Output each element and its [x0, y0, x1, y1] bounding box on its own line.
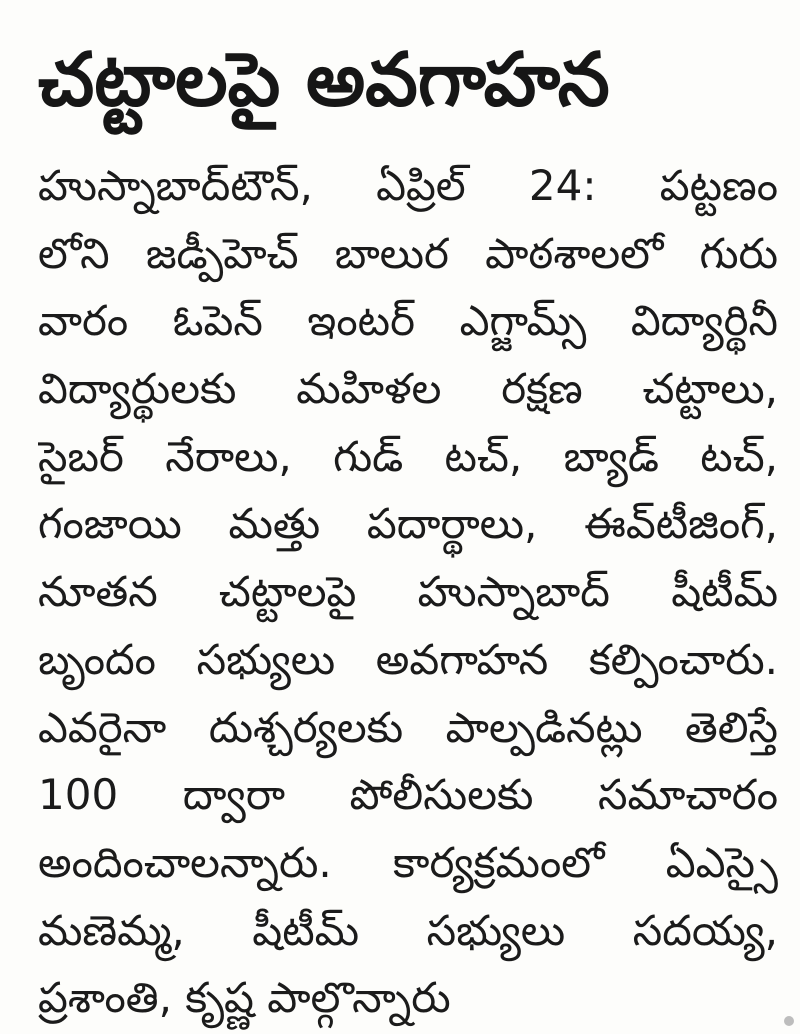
article-line: మణెమ్మ, షీటీమ్‌ సభ్యులు సదయ్య, — [38, 905, 778, 955]
article-line: అందించాలన్నారు. కార్యక్రమంలో ఏఎస్సై — [38, 837, 778, 887]
article-line: వారం ఓపెన్‌ ఇంటర్‌ ఎగ్జామ్స్‌ విద్యార్థినీ — [38, 296, 778, 346]
article-line: విద్యార్థులకు మహిళల రక్షణ చట్టాలు, — [38, 364, 778, 414]
article-line: గంజాయి మత్తు పదార్థాలు, ఈవ్‌టీజింగ్‌, — [38, 499, 778, 549]
article-line: నూతన చట్టాలపై హుస్నాబాద్‌ షీటీమ్‌ — [38, 567, 778, 617]
article-line: ప్రశాంతి, కృష్ణ పాల్గొన్నారు — [38, 973, 451, 1023]
article-body — [38, 152, 778, 1032]
article-line: హుస్నాబాద్‌టౌన్‌, ఏప్రిల్‌ 24: పట్టణం — [38, 161, 778, 210]
article-headline: చట్టాలపై అవగాహన — [38, 37, 610, 123]
article-line: 100 ద్వారా పోలీసులకు సమాచారం — [38, 770, 778, 820]
article-line: ఎవరైనా దుశ్చర్యలకు పాల్పడినట్లు తెలిస్తే — [38, 702, 778, 752]
edge-mark — [784, 1016, 794, 1026]
article-line: బృందం సభ్యులు అవగాహన కల్పించారు. — [38, 634, 778, 684]
article-line: లోని జడ్పీహెచ్‌ బాలుర పాఠశాలలో గురు — [38, 228, 778, 278]
article-line: సైబర్‌ నేరాలు, గుడ్‌ టచ్‌, బ్యాడ్‌ టచ్‌, — [38, 431, 778, 481]
